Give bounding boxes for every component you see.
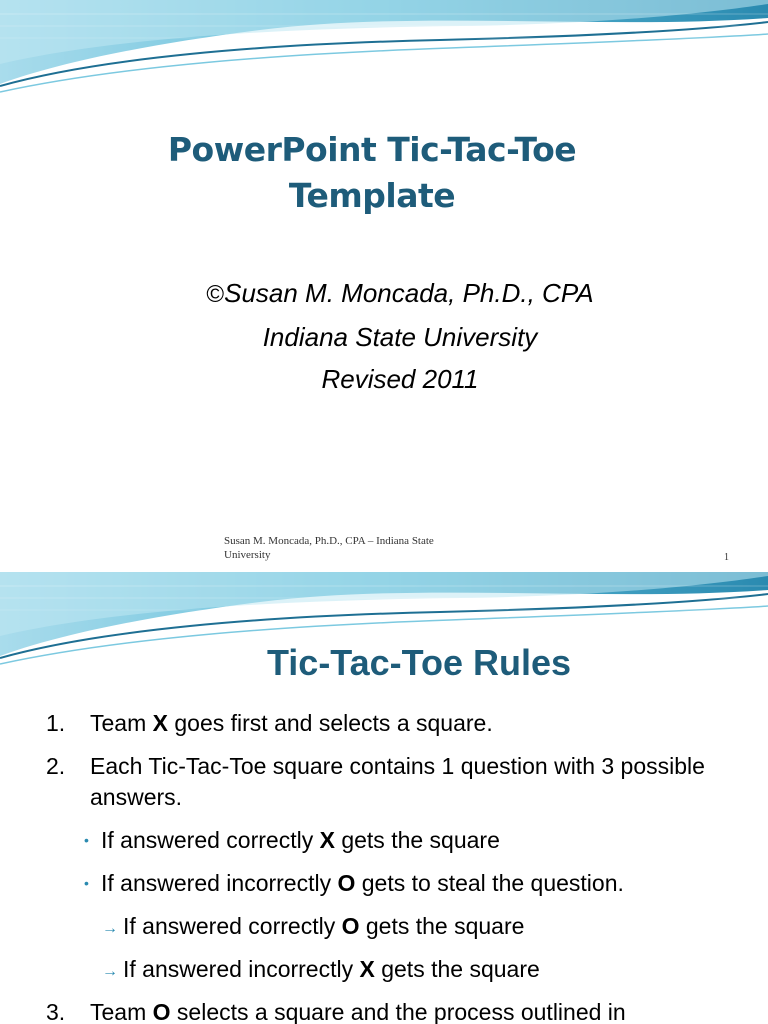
- arrow-right-icon: →: [102, 963, 118, 980]
- rule-item-1: [0, 708, 768, 739]
- team-marker: O: [337, 870, 356, 896]
- title-line-1: PowerPoint Tic-Tac-Toe: [167, 130, 577, 169]
- copyright-icon: ©: [206, 281, 225, 308]
- footer-line-1: Susan M. Moncada, Ph.D., CPA – Indiana State: [224, 535, 434, 547]
- bullet-icon: •: [84, 875, 89, 891]
- bullet-text: If answered incorrectly: [101, 870, 338, 896]
- rule-number: 1.: [46, 710, 66, 736]
- rule-number: 3.: [46, 999, 66, 1024]
- sub-arrow-item: [0, 954, 768, 985]
- rule-text: Team: [90, 999, 153, 1024]
- rule-text: selects a square and the process outlined in: [170, 999, 626, 1024]
- rule-item-2: [0, 751, 768, 813]
- page-number: 1: [724, 552, 729, 563]
- team-marker: X: [319, 827, 335, 853]
- rule-item-3: [0, 997, 768, 1024]
- bullet-text: gets the square: [359, 913, 525, 939]
- author-line: [100, 272, 700, 316]
- slide-title: [96, 127, 648, 219]
- header-wave-decoration: [0, 0, 768, 110]
- rule-text: Team: [90, 710, 153, 736]
- bullet-text: gets to steal the question.: [355, 870, 624, 896]
- bullet-text: gets the square: [374, 956, 540, 982]
- team-marker: O: [152, 999, 171, 1024]
- revised-line: Revised 2011: [321, 364, 479, 394]
- bullet-text: gets the square: [334, 827, 500, 853]
- sub-bullet-item: [0, 825, 768, 856]
- slide-footer: [224, 534, 504, 562]
- bullet-icon: •: [84, 832, 89, 848]
- title-line-2: Template: [288, 176, 456, 215]
- slide-subtitle: [100, 272, 700, 400]
- rule-number: 2.: [46, 753, 66, 779]
- slide-2: [0, 572, 768, 1024]
- team-marker: X: [152, 710, 168, 736]
- footer-line-2: University: [224, 549, 271, 561]
- institution-line: Indiana State University: [262, 322, 538, 352]
- sub-bullet-item: [0, 868, 768, 899]
- bullet-text: If answered correctly: [101, 827, 320, 853]
- slide-title: Tic-Tac-Toe Rules: [266, 642, 572, 683]
- author-name: Susan M. Moncada, Ph.D., CPA: [224, 278, 594, 308]
- arrow-right-icon: →: [102, 920, 118, 937]
- sub-arrow-item: [0, 911, 768, 942]
- rule-text: goes first and selects a square.: [167, 710, 493, 736]
- rule-text: Each Tic-Tac-Toe square contains 1 question with 3 possible answers.: [90, 753, 705, 810]
- bullet-text: If answered correctly: [123, 913, 342, 939]
- bullet-text: If answered incorrectly: [123, 956, 360, 982]
- rules-list: [0, 708, 768, 1024]
- team-marker: X: [359, 956, 375, 982]
- team-marker: O: [341, 913, 360, 939]
